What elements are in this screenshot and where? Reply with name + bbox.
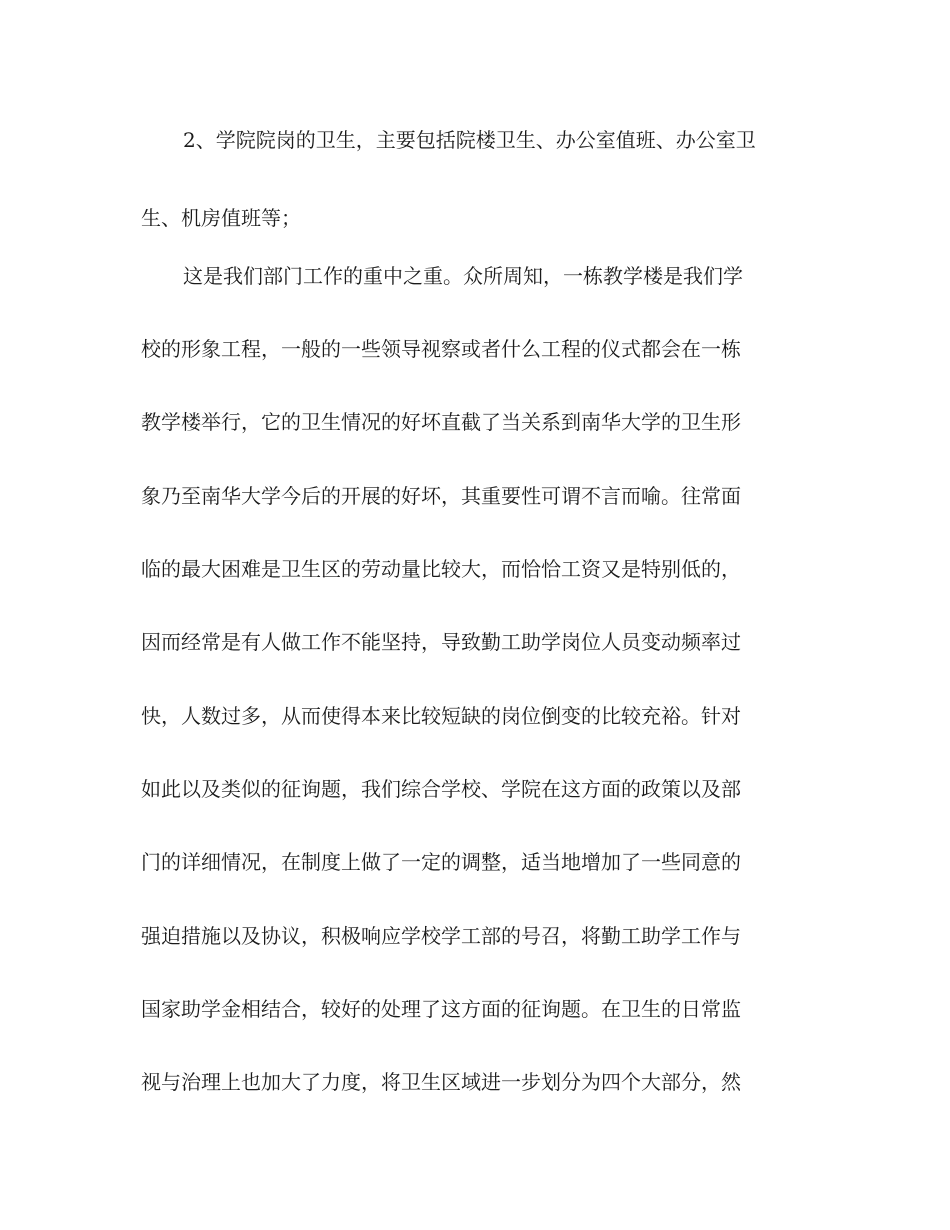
text-line-7: 临的最大困难是卫生区的劳动量比较大，而恰恰工资又是特别低的， xyxy=(141,557,741,581)
text-line-3: 这是我们部门工作的重中之重。众所周知，一栋教学楼是我们学 xyxy=(183,264,743,288)
text-line-10: 如此以及类似的征询题，我们综合学校、学院在这方面的政策以及部 xyxy=(141,777,741,801)
text-line-4: 校的形象工程，一般的一些领导视察或者什么工程的仪式都会在一栋 xyxy=(141,337,741,361)
text-line-6: 象乃至南华大学今后的开展的好坏，其重要性可谓不言而喻。往常面 xyxy=(141,484,741,508)
text-line-13: 国家助学金相结合，较好的处理了这方面的征询题。在卫生的日常监 xyxy=(141,997,741,1021)
text-line-8: 因而经常是有人做工作不能坚持，导致勤工助学岗位人员变动频率过 xyxy=(141,630,741,654)
text-line-2: 生、机房值班等； xyxy=(141,206,301,230)
text-line-1: 2、学院院岗的卫生，主要包括院楼卫生、办公室值班、办公室卫 xyxy=(183,128,756,152)
text-line-5: 教学楼举行，它的卫生情况的好坏直截了当关系到南华大学的卫生形 xyxy=(141,410,741,434)
text-line-9: 快，人数过多，从而使得本来比较短缺的岗位倒变的比较充裕。针对 xyxy=(141,704,741,728)
text-line-12: 强迫措施以及协议，积极响应学校学工部的号召，将勤工助学工作与 xyxy=(141,924,741,948)
text-line-11: 门的详细情况，在制度上做了一定的调整，适当地增加了一些同意的 xyxy=(141,850,741,874)
text-line-14: 视与治理上也加大了力度，将卫生区域进一步划分为四个大部分，然 xyxy=(141,1070,741,1094)
